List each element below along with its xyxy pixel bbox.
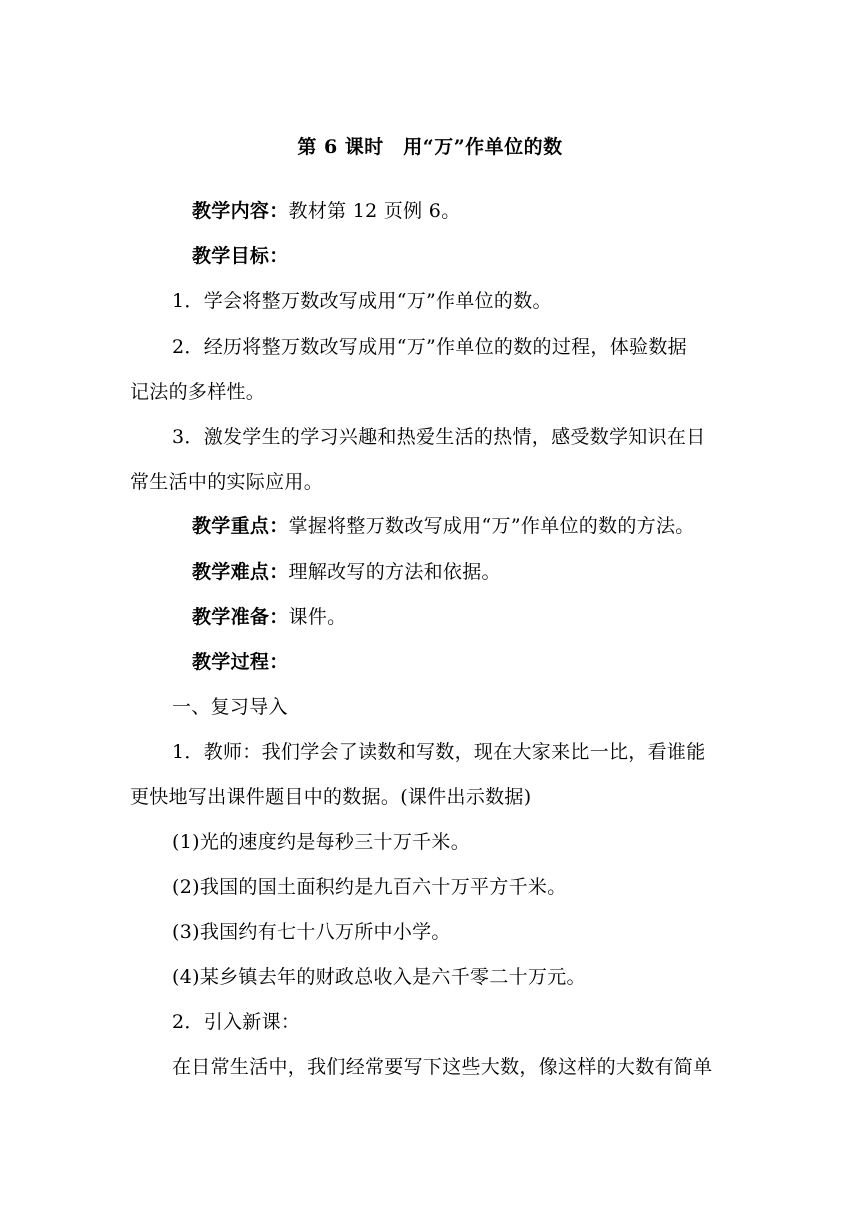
key-point-line — [192, 514, 695, 538]
key-point-label: 教学重点： — [192, 515, 289, 537]
goal-3-line-2: 常生活中的实际应用。 — [130, 471, 324, 493]
preparation-label: 教学准备： — [192, 606, 289, 628]
list-item-1: (1)光的速度约是每秒三十万千米。 — [172, 831, 471, 853]
teaching-goals-label: 教学目标： — [192, 245, 289, 267]
teaching-content-text: 教材第 12 页例 6。 — [288, 200, 461, 222]
section-1-heading: 一、复习导入 — [172, 696, 288, 718]
step-2-label: 2．引入新课： — [172, 1011, 301, 1033]
list-item-3: (3)我国约有七十八万所中小学。 — [172, 921, 451, 943]
preparation-line — [192, 605, 346, 629]
list-item-4: (4)某乡镇去年的财政总收入是六千零二十万元。 — [172, 966, 586, 988]
difficulty-label: 教学难点： — [192, 561, 289, 583]
lesson-title: 第 6 课时 用“万”作单位的数 — [297, 136, 563, 158]
goal-2-line-1: 2．经历将整万数改写成用“万”作单位的数的过程，体验数据 — [172, 336, 687, 358]
step-1-line-2: 更快地写出课件题目中的数据。(课件出示数据) — [130, 786, 532, 808]
goal-1: 1．学会将整万数改写成用“万”作单位的数。 — [172, 290, 552, 312]
goal-3-line-1: 3．激发学生的学习兴趣和热爱生活的热情，感受数学知识在日 — [172, 426, 706, 448]
list-item-2: (2)我国的国土面积约是九百六十万平方千米。 — [172, 876, 567, 898]
difficulty-text: 理解改写的方法和依据。 — [288, 561, 501, 583]
step-1-line-1: 1．教师：我们学会了读数和写数，现在大家来比一比，看谁能 — [172, 741, 706, 763]
teaching-content-line — [192, 199, 461, 223]
goal-2-line-2: 记法的多样性。 — [130, 381, 266, 403]
process-label: 教学过程： — [192, 651, 289, 673]
teaching-content-label: 教学内容： — [192, 200, 289, 222]
closing-paragraph: 在日常生活中，我们经常要写下这些大数，像这样的大数有简单 — [172, 1056, 713, 1078]
key-point-text: 掌握将整万数改写成用“万”作单位的数的方法。 — [288, 515, 695, 537]
difficulty-line — [192, 560, 501, 584]
preparation-text: 课件。 — [288, 606, 347, 628]
